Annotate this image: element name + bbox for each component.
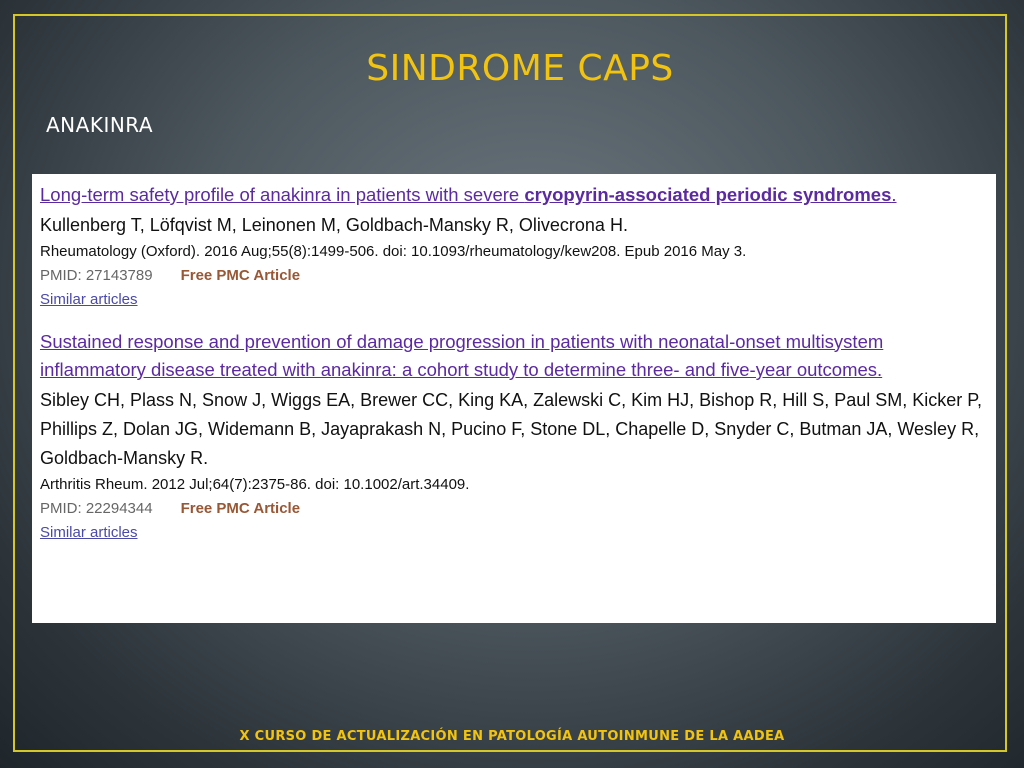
citation-screenshot-panel xyxy=(32,174,996,623)
article-title-end: . xyxy=(891,184,897,205)
article-title-highlight: cryopyrin-associated periodic syndromes xyxy=(524,184,892,205)
slide-footer: X CURSO DE ACTUALIZACIÓN EN PATOLOGÍA AUTOINMUNE DE LA AADEA xyxy=(239,729,785,744)
article-journal-2: Arthritis Rheum. 2012 Jul;64(7):2375-86. doi: 10.1002/art.34409. xyxy=(40,475,470,493)
article-pmid-2: PMID: 22294344 xyxy=(40,499,153,517)
similar-articles-link-2[interactable]: Similar articles xyxy=(40,523,138,541)
article-title-text: Long-term safety profile of anakinra in patients with severe xyxy=(40,184,525,205)
article-title-link-2[interactable]: Sustained response and prevention of damage progression in patients with neonatal-onset multisystem inflammatory disease treated with anakinra: a cohort study to determine three- and five-year outcomes. xyxy=(40,330,884,380)
article-journal-1: Rheumatology (Oxford). 2016 Aug;55(8):1499-506. doi: 10.1093/rheumatology/kew208. Epub 2016 May 3. xyxy=(40,242,747,260)
article-pmid-1: PMID: 27143789 xyxy=(40,266,153,284)
similar-articles-link-1[interactable]: Similar articles xyxy=(40,290,138,308)
article-pmid-row-2 xyxy=(40,497,988,521)
article-authors-2: Sibley CH, Plass N, Snow J, Wiggs EA, Brewer CC, King KA, Zalewski C, Kim HJ, Bishop R, Hill S, Paul SM, Kicker P, Phillips Z, Dolan JG, Widemann B, Jayaprakash N, Pucino F, Stone DL, Chapelle D, Snyder C, Butman JA, Wesley R, Goldbach-Mansky R. xyxy=(40,389,982,468)
free-pmc-article-badge-1: Free PMC Article xyxy=(180,266,301,284)
free-pmc-article-badge-2: Free PMC Article xyxy=(180,499,301,517)
slide-title: SINDROME CAPS xyxy=(366,48,674,89)
article-entry-2 xyxy=(40,328,988,545)
article-pmid-row-1 xyxy=(40,264,988,288)
article-entry-1 xyxy=(40,181,988,312)
slide-subtitle: ANAKINRA xyxy=(46,113,154,137)
article-title-link-1[interactable] xyxy=(40,181,988,210)
article-authors-1: Kullenberg T, Löfqvist M, Leinonen M, Goldbach-Mansky R, Olivecrona H. xyxy=(40,214,628,235)
